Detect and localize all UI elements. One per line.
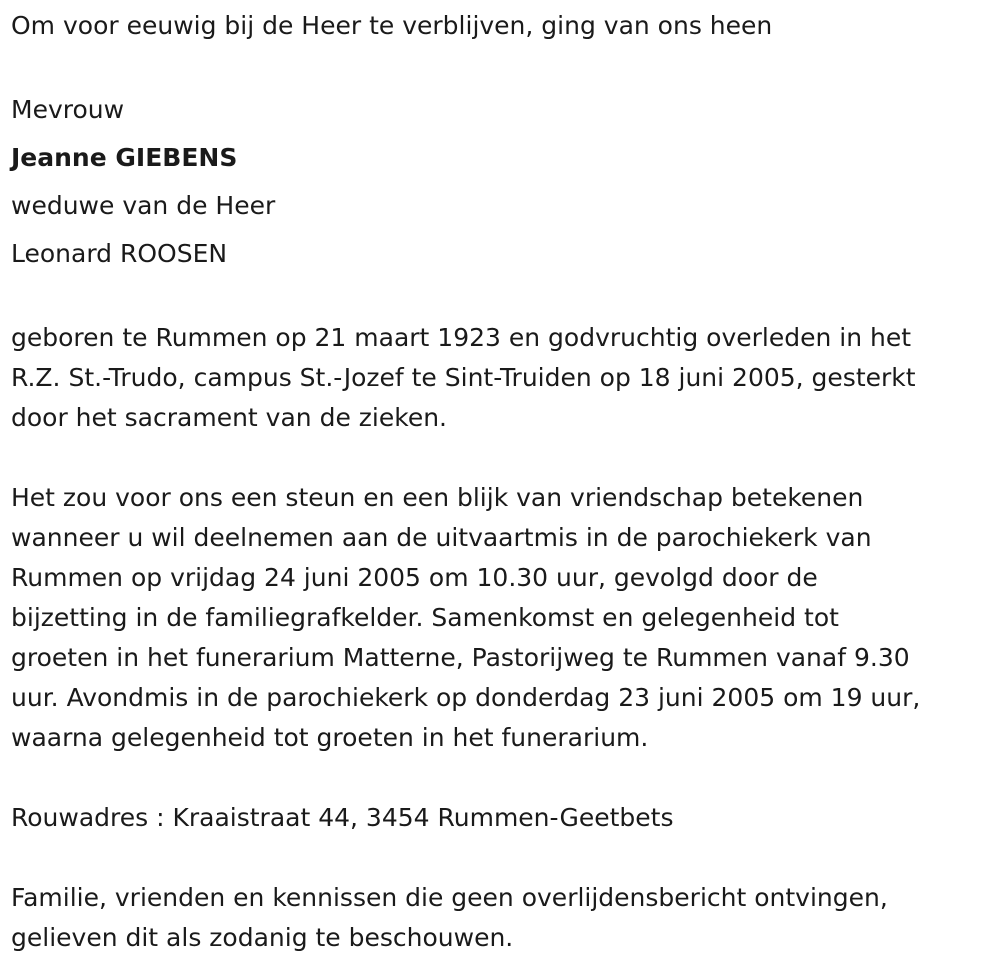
paragraph-line: R.Z. St.-Trudo, campus St.-Jozef te Sint-Truiden op 18 juni 2005, gesterkt bbox=[11, 363, 916, 392]
paragraph-line: door het sacrament van de zieken. bbox=[11, 403, 447, 432]
paragraph-line: waarna gelegenheid tot groeten in het funerarium. bbox=[11, 723, 649, 752]
spacer bbox=[11, 438, 1000, 478]
spacer bbox=[11, 46, 1000, 86]
spouse-name: Leonard ROOSEN bbox=[11, 239, 228, 268]
paragraph-line: Rummen op vrijdag 24 juni 2005 om 10.30 uur, gevolgd door de bbox=[11, 563, 818, 592]
relation-text: weduwe van de Heer bbox=[11, 191, 276, 220]
intro-text: Om voor eeuwig bij de Heer te verblijven, ging van ons heen bbox=[11, 11, 773, 40]
funeral-paragraph bbox=[11, 478, 1000, 758]
paragraph-line: Het zou voor ons een steun en een blijk van vriendschap betekenen bbox=[11, 483, 864, 512]
paragraph-line: groeten in het funerarium Matterne, Pastorijweg te Rummen vanaf 9.30 bbox=[11, 643, 910, 672]
paragraph-line: uur. Avondmis in de parochiekerk op donderdag 23 juni 2005 om 19 uur, bbox=[11, 683, 921, 712]
salutation: Mevrouw bbox=[11, 95, 125, 124]
deceased-name: Jeanne GIEBENS bbox=[11, 143, 238, 172]
spacer bbox=[11, 838, 1000, 878]
birth-death-paragraph bbox=[11, 318, 1000, 438]
closing-paragraph bbox=[11, 878, 1000, 958]
paragraph-line: bijzetting in de familiegrafkelder. Samenkomst en gelegenheid tot bbox=[11, 603, 839, 632]
paragraph-line: wanneer u wil deelnemen aan de uitvaartmis in de parochiekerk van bbox=[11, 523, 872, 552]
paragraph-line: Familie, vrienden en kennissen die geen overlijdensbericht ontvingen, bbox=[11, 883, 888, 912]
mourning-address: Rouwadres : Kraaistraat 44, 3454 Rummen-Geetbets bbox=[11, 803, 674, 832]
spacer bbox=[11, 278, 1000, 318]
paragraph-line: geboren te Rummen op 21 maart 1923 en godvruchtig overleden in het bbox=[11, 323, 912, 352]
paragraph-line: gelieven dit als zodanig te beschouwen. bbox=[11, 923, 514, 952]
spacer bbox=[11, 758, 1000, 798]
